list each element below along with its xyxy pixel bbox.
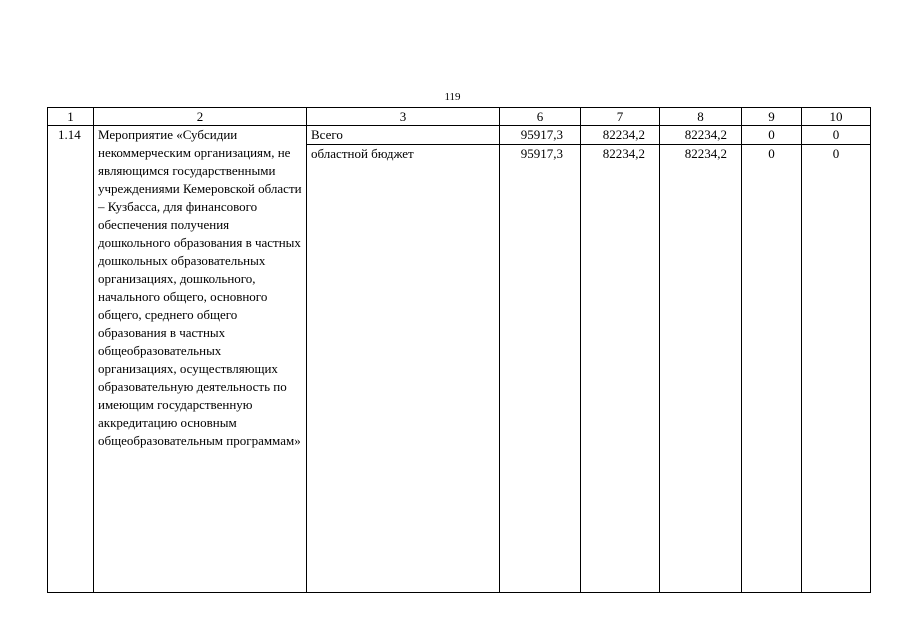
value-cell: 0 xyxy=(802,126,871,145)
header-cell: 1 xyxy=(48,108,94,126)
page-number: 119 xyxy=(444,91,461,103)
value-cell: 82234,2 xyxy=(581,145,660,593)
header-cell: 8 xyxy=(660,108,742,126)
header-cell: 6 xyxy=(500,108,581,126)
item-name: Мероприятие «Субсидии некоммерческим организациям, не являющимся государственными учреждениями Кемеровской области – Кузбасса, для финансового обеспечения получения дошкольного образования в частных дошкольных образовательных организациях, дошкольного, начального общего, основного общего, среднего общего образования в частных общеобразовательных организациях, осуществляющих образовательную деятельность по имеющим государственную аккредитацию основным общеобразовательным программам» xyxy=(94,126,307,593)
value-cell: 0 xyxy=(742,145,802,593)
table-row xyxy=(48,126,871,145)
header-row xyxy=(48,108,871,126)
value-cell: 82234,2 xyxy=(581,126,660,145)
header-cell: 7 xyxy=(581,108,660,126)
funding-source: Всего xyxy=(307,126,500,145)
header-cell: 10 xyxy=(802,108,871,126)
budget-table xyxy=(47,107,871,593)
value-cell: 0 xyxy=(802,145,871,593)
header-cell: 3 xyxy=(307,108,500,126)
header-cell: 2 xyxy=(94,108,307,126)
item-code: 1.14 xyxy=(48,126,94,593)
value-cell: 82234,2 xyxy=(660,145,742,593)
header-cell: 9 xyxy=(742,108,802,126)
value-cell: 0 xyxy=(742,126,802,145)
value-cell: 95917,3 xyxy=(500,126,581,145)
funding-source: областной бюджет xyxy=(307,145,500,593)
value-cell: 95917,3 xyxy=(500,145,581,593)
value-cell: 82234,2 xyxy=(660,126,742,145)
